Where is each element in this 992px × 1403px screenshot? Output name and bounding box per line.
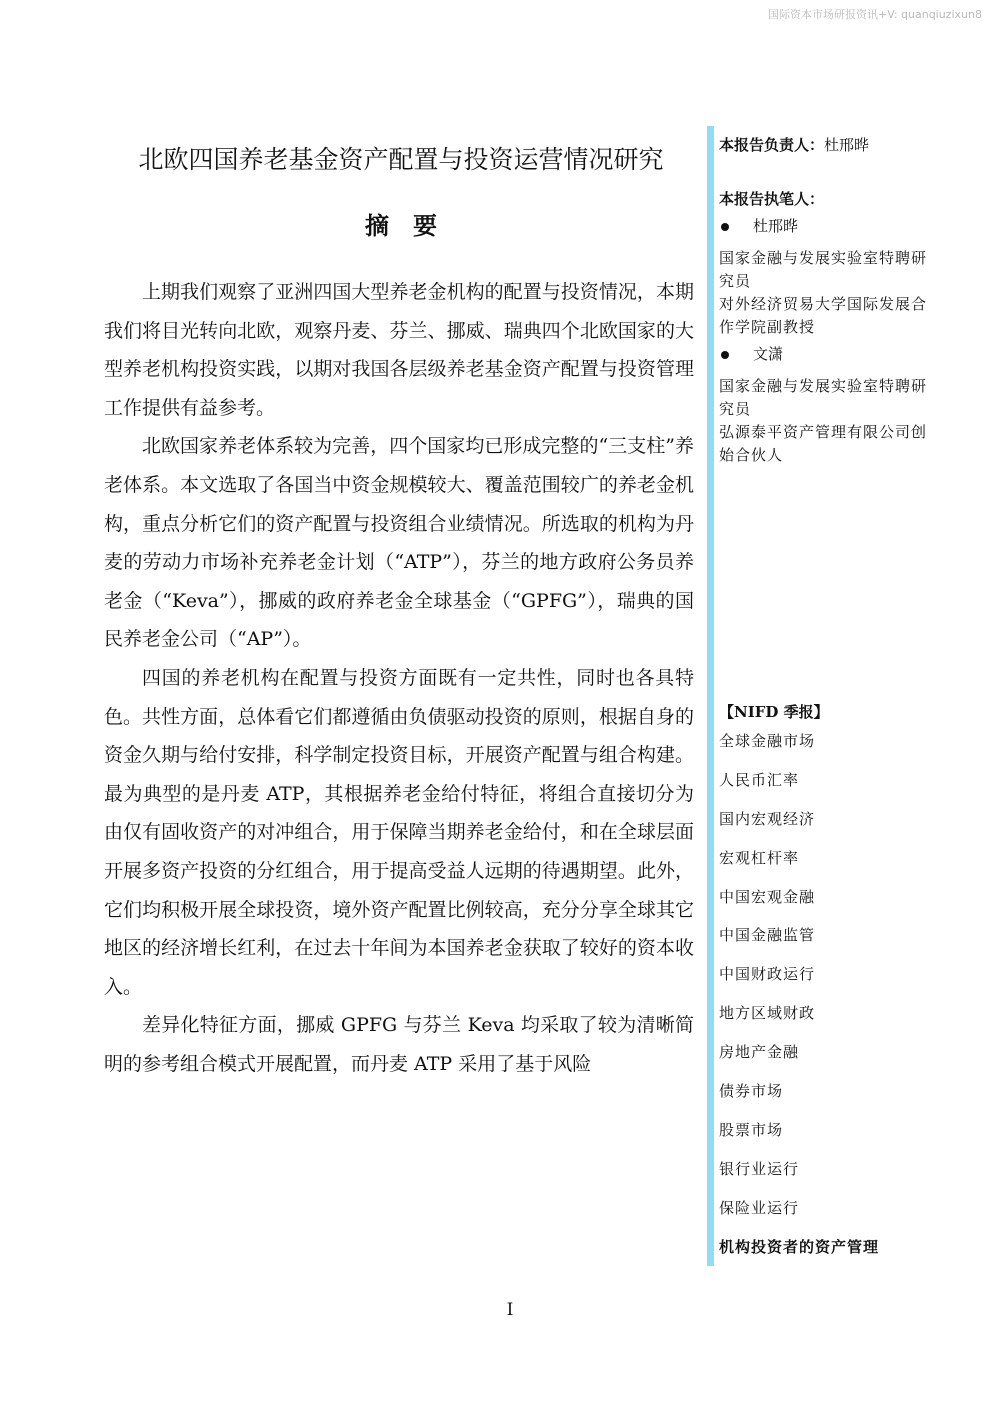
nifd-item[interactable]: 中国宏观金融: [719, 887, 816, 906]
bullet-icon: [721, 223, 729, 231]
paragraph: 差异化特征方面，挪威 GPFG 与芬兰 Keva 均采取了较为清晰简明的参考组合模式开展配置，而丹麦 ATP 采用了基于风险: [104, 1014, 694, 1075]
abstract-heading: 摘要: [365, 212, 461, 240]
watermark-text: 国际资本市场研报资讯+V: quanqiuzixun8: [767, 8, 982, 21]
nifd-item[interactable]: 债券市场: [719, 1082, 784, 1101]
nifd-quarterly-list: [719, 701, 929, 1274]
paragraph: 北欧国家养老体系较为完善，四个国家均已形成完整的“三支柱”养老体系。本文选取了各国当中资金规模较大、覆盖范围较广的养老金机构，重点分析它们的资产配置与投资组合业绩情况。所选取的机构为丹麦的劳动力市场补充养老金计划（“ATP”），芬兰的地方政府公务员养老金（“Keva”），挪威的政府养老金全球基金（“GPFG”），瑞典的国民养老金公司（“AP”）。: [104, 435, 694, 651]
nifd-item[interactable]: 国内宏观经济: [719, 809, 816, 828]
author-affiliation: 国家金融与发展实验室特聘研究员: [719, 377, 928, 418]
responsible-label: 本报告负责人：: [719, 136, 825, 154]
abstract-body: [104, 273, 694, 1083]
authors-label: 本报告执笔人：: [719, 190, 825, 208]
nifd-item[interactable]: 保险业运行: [719, 1198, 800, 1217]
author-name: 杜邢晔: [753, 217, 799, 235]
nifd-item[interactable]: 机构投资者的资产管理: [719, 1237, 880, 1256]
author-entry: [719, 215, 929, 238]
page-number: I: [506, 1300, 514, 1320]
report-credits: [719, 134, 929, 467]
nifd-title: 【NIFD 季报】: [719, 703, 829, 721]
author-affiliation: 弘源泰平资产管理有限公司创始合伙人: [719, 423, 928, 464]
paragraph: 上期我们观察了亚洲四国大型养老金机构的配置与投资情况，本期我们将目光转向北欧，观察丹麦、芬兰、挪威、瑞典四个北欧国家的大型养老机构投资实践，以期对我国各层级养老基金资产配置与投资管理工作提供有益参考。: [104, 281, 694, 419]
nifd-item[interactable]: 中国财政运行: [719, 965, 816, 984]
bullet-icon: [721, 351, 729, 359]
author-entry: [719, 343, 929, 366]
author-name: 文潇: [753, 345, 784, 363]
nifd-item[interactable]: 中国金融监管: [719, 926, 816, 945]
page-title: 北欧四国养老基金资产配置与投资运营情况研究: [138, 145, 664, 174]
nifd-item[interactable]: 人民币汇率: [719, 770, 800, 789]
nifd-item[interactable]: 房地产金融: [719, 1043, 800, 1062]
responsible-name: 杜邢晔: [824, 136, 870, 154]
sidebar-accent-bar: [707, 126, 714, 1266]
author-affiliation: 国家金融与发展实验室特聘研究员: [719, 249, 928, 290]
nifd-item[interactable]: 宏观杠杆率: [719, 848, 800, 867]
responsible-line: [719, 134, 929, 157]
nifd-item[interactable]: 银行业运行: [719, 1159, 800, 1178]
nifd-item[interactable]: 地方区域财政: [719, 1004, 816, 1023]
nifd-item[interactable]: 股票市场: [719, 1120, 784, 1139]
author-affiliation: 对外经济贸易大学国际发展合作学院副教授: [719, 295, 928, 336]
nifd-item[interactable]: 全球金融市场: [719, 732, 816, 750]
paragraph: 四国的养老机构在配置与投资方面既有一定共性，同时也各具特色。共性方面，总体看它们都遵循由负债驱动投资的原则，根据自身的资金久期与给付安排，科学制定投资目标，开展资产配置与组合构建。最为典型的是丹麦 ATP，其根据养老金给付特征，将组合直接切分为由仅有固收资产的对冲组合，用于保障当期养老金给付，和在全球层面开展多资产投资的分红组合，用于提高受益人远期的待遇期望。此外，它们均积极开展全球投资，境外资产配置比例较高，充分分享全球其它地区的经济增长红利，在过去十年间为本国养老金获取了较好的资本收入。: [104, 666, 694, 998]
